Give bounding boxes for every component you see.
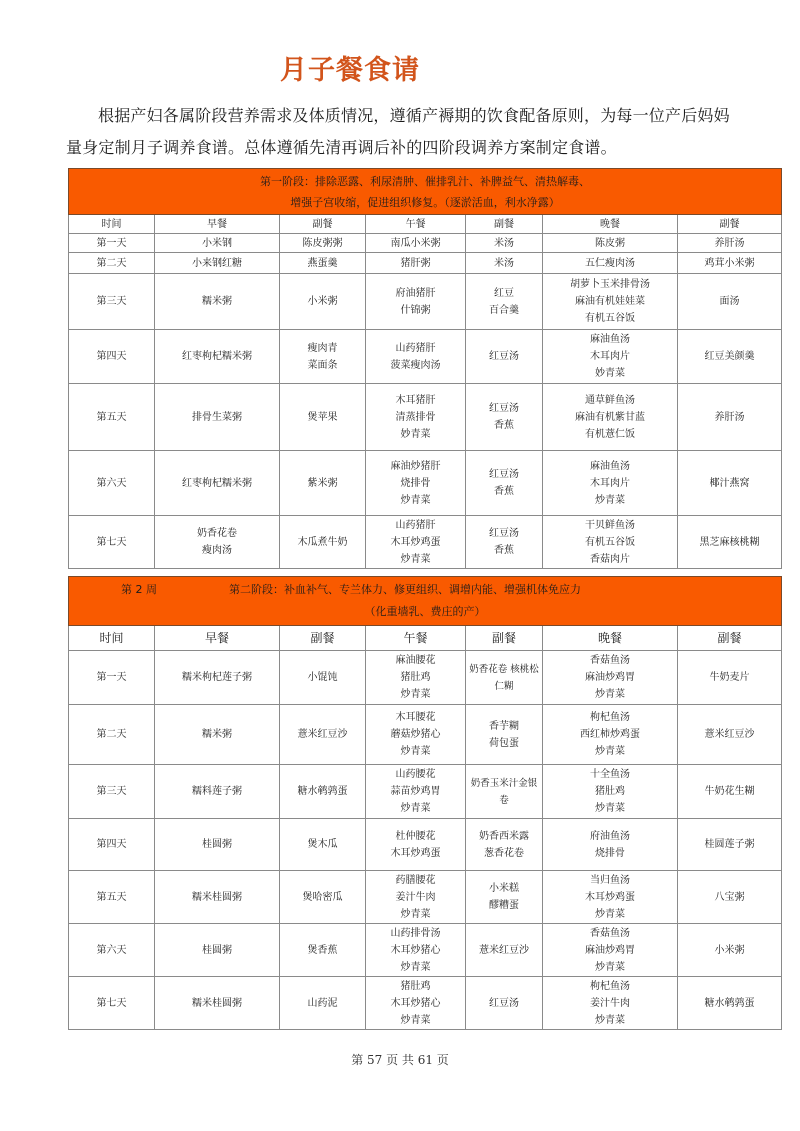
cell-line: 药膳腰花 xyxy=(395,874,436,886)
cell-line: 养肝汤 xyxy=(714,411,745,423)
cell-line: 炒青菜 xyxy=(595,494,625,506)
table-row xyxy=(69,765,782,819)
cell-line: 猪肚鸡 xyxy=(595,786,625,797)
cell-line: 山药泥 xyxy=(307,997,338,1009)
snack1-cell xyxy=(280,516,366,569)
cell-line: 西红柿炒鸡蛋 xyxy=(580,729,640,740)
cell-line: 红豆汤 xyxy=(489,351,519,362)
lunch-cell xyxy=(366,253,466,274)
cell-line: 糯米桂圆粥 xyxy=(192,891,242,903)
snack3-cell xyxy=(678,384,782,451)
cell-line: 香菇肉片 xyxy=(590,553,630,565)
column-header-row xyxy=(69,215,782,234)
snack1-cell xyxy=(280,651,366,705)
cell-line: 葱香花卷 xyxy=(484,847,524,859)
cell-line: 香蕉 xyxy=(494,486,514,497)
cell-line: 麻油炒鸡胃 xyxy=(585,944,635,956)
stage1-table xyxy=(68,168,782,569)
snack3-cell xyxy=(678,924,782,977)
cell-line: 猪肚鸡 xyxy=(400,980,431,992)
snack1-cell xyxy=(280,451,366,516)
dinner-cell xyxy=(543,274,678,330)
cell-line: 炒青菜 xyxy=(595,908,625,920)
snack2-cell xyxy=(466,819,543,871)
day-cell: 第七天 xyxy=(69,977,155,1030)
cell-line: 枸杞鱼汤 xyxy=(590,712,630,723)
breakfast-cell xyxy=(155,705,280,765)
cell-line: 鸡茸小米粥 xyxy=(704,257,755,269)
cell-line: 妙青菜 xyxy=(400,428,431,440)
dinner-cell xyxy=(543,705,678,765)
snack1-cell xyxy=(280,977,366,1030)
column-header: 时间 xyxy=(69,626,155,651)
cell-line: 醪糟蛋 xyxy=(489,900,519,911)
column-header: 晚餐 xyxy=(543,626,678,651)
table-row xyxy=(69,384,782,451)
snack2-cell xyxy=(466,384,543,451)
page-footer: 第 57 页 共 61 页 xyxy=(351,1053,449,1067)
breakfast-cell xyxy=(155,651,280,705)
snack2-cell xyxy=(466,977,543,1030)
stage2-header-row xyxy=(69,577,782,626)
breakfast-cell xyxy=(155,330,280,384)
cell-line: 香蕉 xyxy=(494,545,514,556)
lunch-cell xyxy=(366,651,466,705)
lunch-cell xyxy=(366,871,466,924)
lunch-cell xyxy=(366,274,466,330)
cell-line: 香菇鱼汤 xyxy=(590,655,630,666)
stage-header-line: （化重墙乳、费庄的产） xyxy=(364,605,486,618)
table-row xyxy=(69,819,782,871)
cell-line: 炒青菜 xyxy=(595,689,625,700)
dinner-cell xyxy=(543,384,678,451)
dinner-cell xyxy=(543,924,678,977)
cell-line: 蘑菇炒猪心 xyxy=(390,729,441,740)
cell-line: 红枣枸杞糯米粥 xyxy=(182,351,252,362)
page-title: 月子餐食请 xyxy=(280,55,420,86)
day-cell: 第五天 xyxy=(69,384,155,451)
table-row xyxy=(69,274,782,330)
breakfast-cell xyxy=(155,274,280,330)
stage1-header-row xyxy=(69,169,782,215)
snack3-cell xyxy=(678,253,782,274)
column-header-row xyxy=(69,626,782,651)
table-row xyxy=(69,330,782,384)
lunch-cell xyxy=(366,234,466,253)
snack1-cell xyxy=(280,705,366,765)
cell-line: 糖水鹌鹑蛋 xyxy=(704,997,755,1009)
cell-line: 南瓜小米粥 xyxy=(390,237,441,249)
cell-line: 煲苹果 xyxy=(307,411,338,423)
column-header: 午餐 xyxy=(366,626,466,651)
cell-line: 糯米粥 xyxy=(202,729,232,740)
cell-line: 小来钢红糖 xyxy=(192,257,242,269)
day-cell: 第四天 xyxy=(69,330,155,384)
cell-line: 糯米枸杞莲子粥 xyxy=(182,672,252,683)
cell-line: 牛奶麦片 xyxy=(709,672,750,683)
snack2-cell xyxy=(466,234,543,253)
cell-line: 麻油炒猪肝 xyxy=(390,460,441,472)
cell-line: 八宝粥 xyxy=(714,891,745,903)
day-cell: 第一天 xyxy=(69,234,155,253)
cell-line: 山药排骨汤 xyxy=(390,927,441,939)
snack1-cell xyxy=(280,234,366,253)
snack1-cell xyxy=(280,819,366,871)
cell-line: 十全鱼汤 xyxy=(590,769,630,780)
cell-line: 小米粥 xyxy=(714,944,745,956)
snack2-cell xyxy=(466,871,543,924)
cell-line: 薏米红豆沙 xyxy=(297,729,348,740)
cell-line: 红豆汤 xyxy=(489,528,519,539)
cell-line: 糖水鹌鹑蛋 xyxy=(297,786,348,797)
cell-line: 有机薏仁饭 xyxy=(585,428,635,440)
week-label: 第 2 周 xyxy=(121,583,157,596)
table-row xyxy=(69,651,782,705)
cell-line: 香蕉 xyxy=(494,420,514,431)
cell-line: 香菇鱼汤 xyxy=(590,927,630,939)
cell-line: 牛奶花生糊 xyxy=(704,786,755,797)
cell-line: 清蒸排骨 xyxy=(395,411,436,423)
dinner-cell xyxy=(543,253,678,274)
cell-line: 麻油有机娃娃菜 xyxy=(575,296,645,307)
cell-line: 小米钢 xyxy=(202,237,232,249)
cell-line: 山药猪肝 xyxy=(395,519,436,531)
cell-line: 小米糕 xyxy=(489,883,519,894)
snack2-cell xyxy=(466,516,543,569)
snack3-cell xyxy=(678,234,782,253)
cell-line: 薏米红豆沙 xyxy=(479,944,529,956)
cell-line: 炒青菜 xyxy=(595,961,625,973)
snack3-cell xyxy=(678,330,782,384)
cell-line: 猪肚鸡 xyxy=(400,672,431,683)
cell-line: 瘦肉汤 xyxy=(202,545,232,556)
cell-line: 炒青菜 xyxy=(400,689,431,700)
column-header: 副餐 xyxy=(280,215,366,234)
snack2-cell xyxy=(466,451,543,516)
day-cell: 第六天 xyxy=(69,924,155,977)
snack3-cell xyxy=(678,274,782,330)
cell-line: 面汤 xyxy=(719,296,740,307)
cell-line: 五仁瘦肉汤 xyxy=(585,257,635,269)
cell-line: 妙青菜 xyxy=(595,368,625,379)
stage1-header xyxy=(69,169,782,215)
cell-line: 糯米粥 xyxy=(202,296,232,307)
cell-line: 有机五谷饭 xyxy=(585,313,635,324)
snack1-cell xyxy=(280,384,366,451)
cell-line: 奶香西米露 xyxy=(479,830,529,842)
snack2-cell xyxy=(466,253,543,274)
cell-line: 木耳肉片 xyxy=(590,477,630,489)
snack3-cell xyxy=(678,451,782,516)
breakfast-cell xyxy=(155,871,280,924)
cell-line: 当归鱼汤 xyxy=(590,874,630,886)
cell-line: 菜面条 xyxy=(307,359,338,371)
cell-line: 薏米红豆沙 xyxy=(704,729,755,740)
day-cell: 第三天 xyxy=(69,765,155,819)
cell-line: 香芋糊 xyxy=(489,720,519,732)
intro-paragraph: 根据产妇各属阶段营养需求及体质情况，遵循产褥期的饮食配备原则，为每一位产后妈妈量身定制月子调养食谱。总体遵循先清再调后补的四阶段调养方案制定食谱。 xyxy=(66,106,730,157)
cell-line: 红豆汤 xyxy=(489,997,519,1009)
cell-line: 红豆汤 xyxy=(489,469,519,480)
dinner-cell xyxy=(543,871,678,924)
snack3-cell xyxy=(678,651,782,705)
cell-line: 奶香花卷 核桃松 xyxy=(469,663,539,675)
lunch-cell xyxy=(366,819,466,871)
cell-line: 糯米桂圆粥 xyxy=(192,997,242,1009)
cell-line: 蒜苗炒鸡胃 xyxy=(390,786,441,797)
cell-line: 小米粥 xyxy=(307,296,338,307)
column-header: 晚餐 xyxy=(543,215,678,234)
breakfast-cell xyxy=(155,384,280,451)
cell-line: 炒青菜 xyxy=(595,1014,625,1026)
cell-line: 菠菜瘦肉汤 xyxy=(390,359,441,371)
column-header: 早餐 xyxy=(155,626,280,651)
lunch-cell xyxy=(366,924,466,977)
table-row xyxy=(69,253,782,274)
day-cell: 第六天 xyxy=(69,451,155,516)
snack3-cell xyxy=(678,871,782,924)
snack1-cell xyxy=(280,330,366,384)
dinner-cell xyxy=(543,516,678,569)
snack1-cell xyxy=(280,253,366,274)
cell-line: 小馄饨 xyxy=(307,672,338,683)
cell-line: 陈皮粥粥 xyxy=(302,237,343,249)
cell-line: 猪肝粥 xyxy=(400,257,431,269)
cell-line: 通草鲜鱼汤 xyxy=(585,394,635,406)
cell-line: 瘦肉青 xyxy=(307,342,338,354)
cell-line: 红豆美颜羹 xyxy=(704,351,755,362)
dinner-cell xyxy=(543,451,678,516)
cell-line: 养肝汤 xyxy=(714,237,745,249)
snack1-cell xyxy=(280,765,366,819)
table-row xyxy=(69,871,782,924)
breakfast-cell xyxy=(155,451,280,516)
column-header: 副餐 xyxy=(280,626,366,651)
table-row xyxy=(69,516,782,569)
breakfast-cell xyxy=(155,234,280,253)
cell-line: 炒青菜 xyxy=(400,1014,431,1026)
cell-line: 炒青菜 xyxy=(400,553,431,565)
dinner-cell xyxy=(543,765,678,819)
snack3-cell xyxy=(678,765,782,819)
lunch-cell xyxy=(366,705,466,765)
lunch-cell xyxy=(366,330,466,384)
column-header: 早餐 xyxy=(155,215,280,234)
lunch-cell xyxy=(366,451,466,516)
snack2-cell xyxy=(466,924,543,977)
cell-line: 姜汁牛肉 xyxy=(395,891,436,903)
breakfast-cell xyxy=(155,253,280,274)
table-row xyxy=(69,705,782,765)
cell-line: 排骨生菜粥 xyxy=(192,411,242,423)
cell-line: 燕蛋羹 xyxy=(307,257,338,269)
column-header: 副餐 xyxy=(466,215,543,234)
cell-line: 木耳炒猪心 xyxy=(390,997,441,1009)
cell-line: 米汤 xyxy=(494,257,514,269)
stage2-table xyxy=(68,576,782,1030)
day-cell: 第三天 xyxy=(69,274,155,330)
dinner-cell xyxy=(543,234,678,253)
cell-line: 糯料莲子粥 xyxy=(192,786,242,797)
cell-line: 山药腰花 xyxy=(395,769,436,780)
day-cell: 第四天 xyxy=(69,819,155,871)
cell-line: 椰汁燕窝 xyxy=(709,477,750,489)
dinner-cell xyxy=(543,651,678,705)
cell-line: 炒青菜 xyxy=(400,961,431,973)
cell-line: 木耳肉片 xyxy=(590,351,630,362)
cell-line: 杜仲腰花 xyxy=(395,830,436,842)
dinner-cell xyxy=(543,819,678,871)
snack3-cell xyxy=(678,819,782,871)
cell-line: 麻油鱼汤 xyxy=(590,460,630,472)
snack2-cell xyxy=(466,765,543,819)
lunch-cell xyxy=(366,977,466,1030)
cell-line: 木耳猪肝 xyxy=(395,394,436,406)
cell-line: 黑芝麻核桃糊 xyxy=(699,536,760,548)
cell-line: 炒青菜 xyxy=(400,803,431,814)
snack3-cell xyxy=(678,977,782,1030)
snack3-cell xyxy=(678,705,782,765)
cell-line: 红豆汤 xyxy=(489,403,519,414)
cell-line: 炒青菜 xyxy=(595,746,625,757)
cell-line: 干贝鲜鱼汤 xyxy=(585,519,635,531)
breakfast-cell xyxy=(155,765,280,819)
column-header: 副餐 xyxy=(466,626,543,651)
cell-line: 仁糊 xyxy=(494,680,514,692)
cell-line: 红豆 xyxy=(494,287,514,299)
dinner-cell xyxy=(543,977,678,1030)
cell-line: 百合羹 xyxy=(489,304,519,316)
cell-line: 米汤 xyxy=(494,237,514,249)
cell-line: 木瓜煮牛奶 xyxy=(297,536,348,548)
breakfast-cell xyxy=(155,819,280,871)
cell-line: 枸杞鱼汤 xyxy=(590,980,630,992)
table-row xyxy=(69,977,782,1030)
cell-line: 山药猪肝 xyxy=(395,342,436,354)
cell-line: 木耳炒猪心 xyxy=(390,944,441,956)
column-header: 副餐 xyxy=(678,215,782,234)
cell-line: 炒青菜 xyxy=(595,803,625,814)
breakfast-cell xyxy=(155,977,280,1030)
cell-line: 府油猪肝 xyxy=(395,287,436,299)
cell-line: 烧排骨 xyxy=(400,477,431,489)
stage2-header xyxy=(69,577,782,626)
cell-line: 炒青菜 xyxy=(400,494,431,506)
cell-line: 奶香花卷 xyxy=(197,528,237,539)
cell-line: 胡萝卜玉米排骨汤 xyxy=(570,279,650,290)
snack1-cell xyxy=(280,924,366,977)
cell-line: 木耳炒鸡蛋 xyxy=(585,891,635,903)
day-cell: 第七天 xyxy=(69,516,155,569)
cell-line: 陈皮粥 xyxy=(595,237,625,249)
cell-line: 麻油腰花 xyxy=(395,655,436,666)
cell-line: 府油鱼汤 xyxy=(590,830,630,842)
lunch-cell xyxy=(366,384,466,451)
cell-line: 烧排骨 xyxy=(595,847,625,859)
snack2-cell xyxy=(466,274,543,330)
cell-line: 煲哈密瓜 xyxy=(302,891,343,903)
day-cell: 第一天 xyxy=(69,651,155,705)
cell-line: 卷 xyxy=(499,794,509,806)
cell-line: 姜汁牛肉 xyxy=(590,997,630,1009)
cell-line: 桂圆粥 xyxy=(202,839,232,850)
cell-line: 木耳腰花 xyxy=(395,712,436,723)
table-row xyxy=(69,234,782,253)
day-cell: 第五天 xyxy=(69,871,155,924)
cell-line: 荷包蛋 xyxy=(489,737,519,749)
cell-line: 紫米粥 xyxy=(307,477,338,489)
snack1-cell xyxy=(280,871,366,924)
cell-line: 红枣枸杞糯米粥 xyxy=(182,477,252,489)
cell-line: 煲香蕉 xyxy=(307,944,338,956)
cell-line: 麻油鱼汤 xyxy=(590,334,630,345)
lunch-cell xyxy=(366,765,466,819)
cell-line: 桂圆粥 xyxy=(202,944,232,956)
cell-line: 麻油有机紫甘蓝 xyxy=(575,411,645,423)
snack2-cell xyxy=(466,330,543,384)
cell-line: 炒青菜 xyxy=(400,746,431,757)
day-cell: 第二天 xyxy=(69,705,155,765)
cell-line: 什锦粥 xyxy=(400,304,431,316)
breakfast-cell xyxy=(155,924,280,977)
cell-line: 木耳炒鸡蛋 xyxy=(390,847,441,859)
cell-line: 麻油炒鸡胃 xyxy=(585,672,635,683)
column-header: 副餐 xyxy=(678,626,782,651)
table-row xyxy=(69,924,782,977)
breakfast-cell xyxy=(155,516,280,569)
snack3-cell xyxy=(678,516,782,569)
snack2-cell xyxy=(466,705,543,765)
column-header: 午餐 xyxy=(366,215,466,234)
snack2-cell xyxy=(466,651,543,705)
lunch-cell xyxy=(366,516,466,569)
table-row xyxy=(69,451,782,516)
cell-line: 木耳炒鸡蛋 xyxy=(390,536,441,548)
dinner-cell xyxy=(543,330,678,384)
stage-header-line: 增强子宫收缩，促进组织修复。（逐淤活血，利水净露） xyxy=(290,195,560,209)
cell-line: 桂圆莲子粥 xyxy=(704,839,755,850)
day-cell: 第二天 xyxy=(69,253,155,274)
stage-header-line: 第一阶段：排除恶露、利尿清肿、催排乳汁、补脾益气、清热解毒、 xyxy=(260,174,591,188)
cell-line: 奶香玉米汁金银 xyxy=(470,777,538,789)
stage-header-line: 第二阶段：补血补气、专兰体力、修更组织、调增内能、增强机体免应力 xyxy=(229,583,581,596)
snack1-cell xyxy=(280,274,366,330)
cell-line: 炒青菜 xyxy=(400,908,431,920)
column-header: 时间 xyxy=(69,215,155,234)
cell-line: 有机五谷饭 xyxy=(585,536,635,548)
cell-line: 煲木瓜 xyxy=(307,839,338,850)
